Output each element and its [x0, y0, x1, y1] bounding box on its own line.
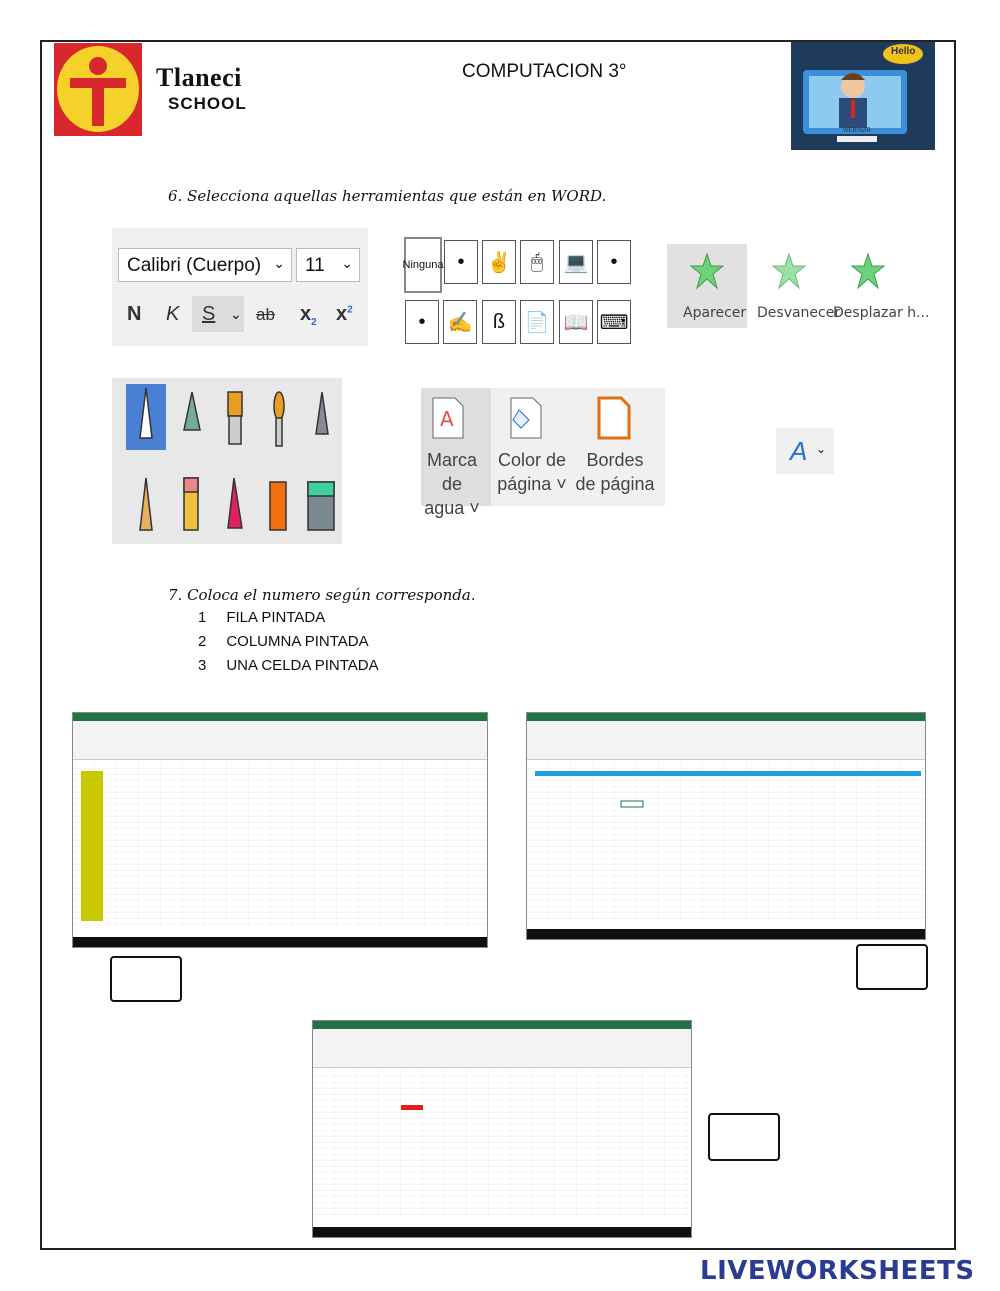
excel-ribbon — [527, 721, 925, 760]
strikethrough-button[interactable]: ab — [256, 305, 275, 324]
superscript-digit: 2 — [347, 304, 353, 316]
list-item-label: COLUMNA PINTADA — [226, 633, 369, 650]
page-borders-line1: Bordes — [586, 450, 644, 470]
page-color-line1: Color de — [497, 450, 567, 470]
excel-titlebar — [527, 713, 925, 721]
symbol-documents[interactable]: 📄 — [520, 300, 554, 344]
list-item-label: FILA PINTADA — [226, 609, 326, 626]
list-item — [198, 609, 325, 626]
page-color-line2: página ˅ — [497, 474, 567, 494]
excel-grid — [527, 763, 925, 919]
superscript-button[interactable] — [336, 303, 353, 326]
list-item — [198, 657, 379, 674]
taskbar — [527, 929, 925, 939]
text-effects-icon: A — [790, 436, 808, 466]
list-item-label: UNA CELDA PINTADA — [226, 657, 379, 674]
subscript-digit: 2 — [311, 317, 317, 328]
excel-ribbon — [73, 721, 487, 760]
symbol-keyboard[interactable]: ⌨ — [597, 300, 631, 344]
page-color-icon — [509, 396, 543, 440]
italic-button[interactable]: K — [166, 303, 180, 325]
star-icon — [851, 252, 885, 297]
question-7-text: 7. Coloca el numero según corresponda. — [168, 586, 476, 604]
page-borders-icon — [597, 396, 631, 440]
font-size-value: 11 — [305, 255, 325, 276]
symbol-eszett[interactable]: ß — [482, 300, 516, 344]
symbol-mouse[interactable]: 🖱 — [520, 240, 554, 284]
hello-label: Hello — [891, 46, 916, 57]
subscript-button[interactable] — [300, 303, 317, 328]
brand-logo: LIVEWORKSHEETS — [700, 1256, 975, 1286]
symbol-victory[interactable]: ✌ — [482, 240, 516, 284]
school-name: Tlaneci — [156, 63, 242, 92]
list-item-num: 3 — [198, 657, 207, 674]
subscript-x: x — [300, 303, 312, 325]
excel-screenshot-column — [72, 712, 488, 948]
svg-text:A: A — [440, 407, 454, 431]
school-sub: SCHOOL — [168, 94, 247, 113]
excel-ribbon — [313, 1029, 691, 1068]
chevron-down-icon: ⌄ — [816, 442, 827, 456]
page-title: COMPUTACION 3° — [462, 61, 627, 82]
symbol-bullet-2[interactable]: • — [597, 240, 631, 284]
page-borders-line2: de página — [575, 474, 655, 494]
font-panel — [112, 228, 368, 346]
symbol-writing[interactable]: ✍ — [443, 300, 477, 344]
page-borders-button[interactable] — [573, 448, 657, 496]
symbol-bullet-1[interactable]: • — [444, 240, 478, 284]
list-item-num: 1 — [198, 609, 207, 626]
webinar-label: WEBINAR — [843, 128, 872, 134]
watermark-line1: Marca de — [426, 450, 477, 494]
star-icon — [772, 252, 806, 297]
watermark-icon — [431, 396, 465, 440]
chevron-down-icon[interactable]: ⌄ — [230, 306, 242, 322]
webinar-image — [791, 42, 935, 150]
font-name-select[interactable] — [118, 248, 292, 282]
excel-grid — [73, 763, 487, 925]
chevron-down-icon: ⌄ — [273, 255, 285, 271]
question-6-text: 6. Selecciona aquellas herramientas que están en WORD. — [168, 187, 607, 205]
excel-titlebar — [73, 713, 487, 721]
answer-box-1[interactable] — [110, 956, 182, 1002]
font-name-value: Calibri (Cuerpo) — [127, 255, 262, 276]
animation-aparecer[interactable]: Aparecer — [683, 305, 747, 321]
symbol-none[interactable]: Ninguna — [404, 237, 442, 293]
list-item-num: 2 — [198, 633, 207, 650]
pens-panel — [112, 378, 342, 544]
page-design-panel — [421, 388, 665, 518]
watermark-line2: agua ˅ — [424, 498, 480, 518]
list-item — [198, 633, 369, 650]
logo-figure-icon — [57, 46, 139, 132]
star-icon — [690, 252, 724, 297]
font-effects-button[interactable] — [776, 428, 834, 474]
symbol-book[interactable]: 📖 — [559, 300, 593, 344]
chevron-down-icon: ⌄ — [341, 255, 353, 271]
font-size-select[interactable] — [296, 248, 360, 282]
animation-desvanecer[interactable]: Desvanecer — [757, 305, 841, 321]
answer-box-2[interactable] — [856, 944, 928, 990]
symbol-computer[interactable]: 💻 — [559, 240, 593, 284]
pens-icon — [112, 378, 342, 544]
underline-button[interactable]: S — [202, 303, 216, 325]
excel-grid — [313, 1071, 691, 1217]
excel-screenshot-cell — [312, 1020, 692, 1238]
excel-titlebar — [313, 1021, 691, 1029]
school-logo-circle — [57, 46, 139, 132]
symbol-bullet-3[interactable]: • — [405, 300, 439, 344]
page-color-button[interactable] — [493, 448, 571, 496]
superscript-x: x — [336, 303, 348, 325]
taskbar — [313, 1227, 691, 1237]
watermark-button[interactable] — [415, 448, 489, 520]
excel-screenshot-row — [526, 712, 926, 940]
taskbar — [73, 937, 487, 947]
answer-box-3[interactable] — [708, 1113, 780, 1161]
animation-desplazar[interactable]: Desplazar h... — [833, 305, 930, 321]
bold-button[interactable]: N — [127, 303, 142, 325]
